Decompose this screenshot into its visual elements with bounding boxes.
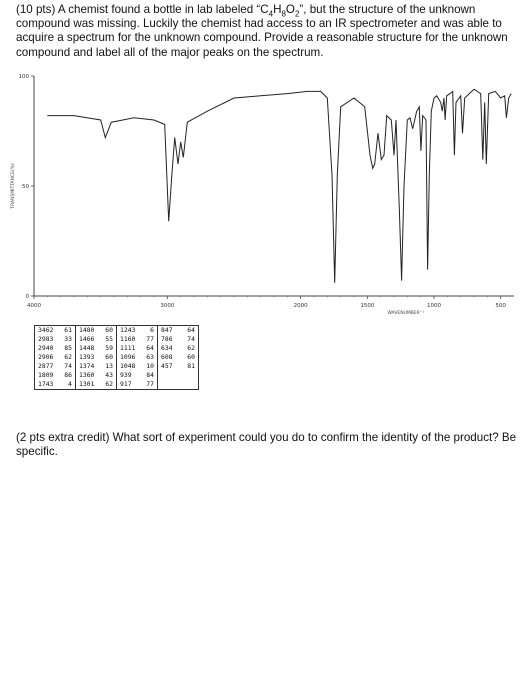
peak-transmittance: 10 [146, 362, 154, 370]
peak-wavenumber: 786 [161, 335, 173, 343]
peak-wavenumber: 2877 [38, 362, 54, 370]
peak-table-entry [161, 353, 195, 362]
peak-wavenumber: 608 [161, 353, 173, 361]
formula: $C_4H_8O_2$ [260, 3, 300, 19]
y-tick-label: 50 [22, 184, 29, 190]
peak-wavenumber: 2906 [38, 353, 54, 361]
peak-table-entry [79, 344, 113, 353]
peak-transmittance: 74 [187, 335, 195, 343]
peak-transmittance: 61 [64, 326, 72, 334]
peak-transmittance: 60 [105, 353, 113, 361]
peak-wavenumber: 1111 [120, 344, 136, 352]
x-tick-label: 500 [495, 303, 506, 309]
peak-transmittance: 43 [105, 371, 113, 379]
peak-table-entry [120, 353, 154, 362]
peak-table-entry [120, 371, 154, 380]
x-tick-label: 1000 [427, 303, 441, 309]
question-intro: (10 pts) A chemist found a bottle in lab labeled “ [16, 3, 261, 16]
peak-wavenumber: 1048 [120, 362, 136, 370]
peak-table-column [35, 326, 76, 390]
peak-wavenumber: 1360 [79, 371, 95, 379]
question-text [16, 3, 522, 60]
x-tick-label: 2000 [293, 303, 308, 309]
y-axis-label: TRANSMITTANCE(%) [11, 163, 16, 209]
peak-table-entry [79, 335, 113, 344]
peak-table-entry [79, 353, 113, 362]
peak-table-entry [161, 335, 195, 344]
peak-wavenumber: 1096 [120, 353, 136, 361]
ir-spectrum-chart [0, 68, 532, 323]
peak-wavenumber: 1301 [79, 380, 95, 388]
peak-wavenumber: 3462 [38, 326, 54, 334]
question-rest: ”, but the structure of the unknown compound was missing. Luckily the chemist had access to an IR spectrometer and was able to acquire a spectrum for the unknown compound. Provide a reasonable structure for the unknown compound and label all of the major peaks on the spectrum. [16, 3, 508, 59]
peak-wavenumber: 1743 [38, 380, 54, 388]
peak-transmittance: 4 [68, 380, 72, 388]
y-tick-label: 0 [25, 294, 29, 300]
peak-wavenumber: 2983 [38, 335, 54, 343]
peak-table-entry [79, 326, 113, 335]
peak-transmittance: 86 [64, 371, 72, 379]
peak-table-entry [120, 362, 154, 371]
peak-table-column [76, 326, 117, 390]
x-axis-label: WAVENUMBER⁻¹ [387, 311, 425, 316]
peak-transmittance: 64 [187, 326, 195, 334]
peak-table-entry [38, 362, 72, 371]
peak-transmittance: 85 [64, 344, 72, 352]
peak-table-entry [38, 353, 72, 362]
peak-transmittance: 33 [64, 335, 72, 343]
peak-wavenumber: 2940 [38, 344, 54, 352]
peak-wavenumber: 1160 [120, 335, 136, 343]
y-tick-label: 100 [18, 74, 29, 80]
peak-wavenumber: 917 [120, 380, 132, 388]
peak-table-entry [161, 326, 195, 335]
peak-table-entry [161, 344, 195, 353]
peak-transmittance: 63 [146, 353, 154, 361]
peak-transmittance: 13 [105, 362, 113, 370]
peak-table-entry [38, 344, 72, 353]
peak-table-column [158, 326, 199, 390]
peak-wavenumber: 1243 [120, 326, 136, 334]
peak-table-entry [38, 326, 72, 335]
peak-table-column [117, 326, 158, 390]
peak-wavenumber: 1448 [79, 344, 95, 352]
peak-transmittance: 59 [105, 344, 113, 352]
peak-transmittance: 77 [146, 380, 154, 388]
peak-transmittance: 64 [146, 344, 154, 352]
peak-wavenumber: 1480 [79, 326, 95, 334]
peak-transmittance: 81 [187, 362, 195, 370]
peak-transmittance: 60 [105, 326, 113, 334]
peak-table-entry [120, 380, 154, 389]
peak-table-entry [120, 326, 154, 335]
peak-wavenumber: 939 [120, 371, 132, 379]
peak-table-entry [120, 344, 154, 353]
peak-table-entry [38, 371, 72, 380]
peak-table-entry [38, 380, 72, 389]
peak-transmittance: 60 [187, 353, 195, 361]
peak-wavenumber: 1374 [79, 362, 95, 370]
peak-table-entry [79, 362, 113, 371]
x-tick-label: 1500 [360, 303, 375, 309]
x-tick-label: 3000 [160, 303, 175, 309]
peak-wavenumber: 634 [161, 344, 173, 352]
peak-transmittance: 55 [105, 335, 113, 343]
peak-table-entry [161, 362, 195, 371]
peak-transmittance: 74 [64, 362, 72, 370]
peak-table-entry [79, 380, 113, 389]
chart-ticks [19, 74, 507, 309]
peak-transmittance: 62 [105, 380, 113, 388]
peak-table-entry [79, 371, 113, 380]
peak-wavenumber: 1466 [79, 335, 95, 343]
peak-table [34, 325, 199, 390]
extra-credit-question: (2 pts extra credit) What sort of experiment could you do to confirm the identity of the product? Be specific. [16, 431, 517, 459]
spectrum-line [47, 89, 511, 283]
peak-wavenumber: 457 [161, 362, 173, 370]
peak-wavenumber: 1393 [79, 353, 95, 361]
x-tick-label: 4000 [27, 303, 41, 309]
peak-transmittance: 6 [150, 326, 154, 334]
peak-transmittance: 84 [146, 371, 154, 379]
peak-table-entry [38, 335, 72, 344]
peak-transmittance: 77 [146, 335, 154, 343]
peak-transmittance: 62 [187, 344, 195, 352]
peak-transmittance: 62 [64, 353, 72, 361]
peak-wavenumber: 1809 [38, 371, 54, 379]
peak-wavenumber: 847 [161, 326, 173, 334]
peak-table-entry [120, 335, 154, 344]
